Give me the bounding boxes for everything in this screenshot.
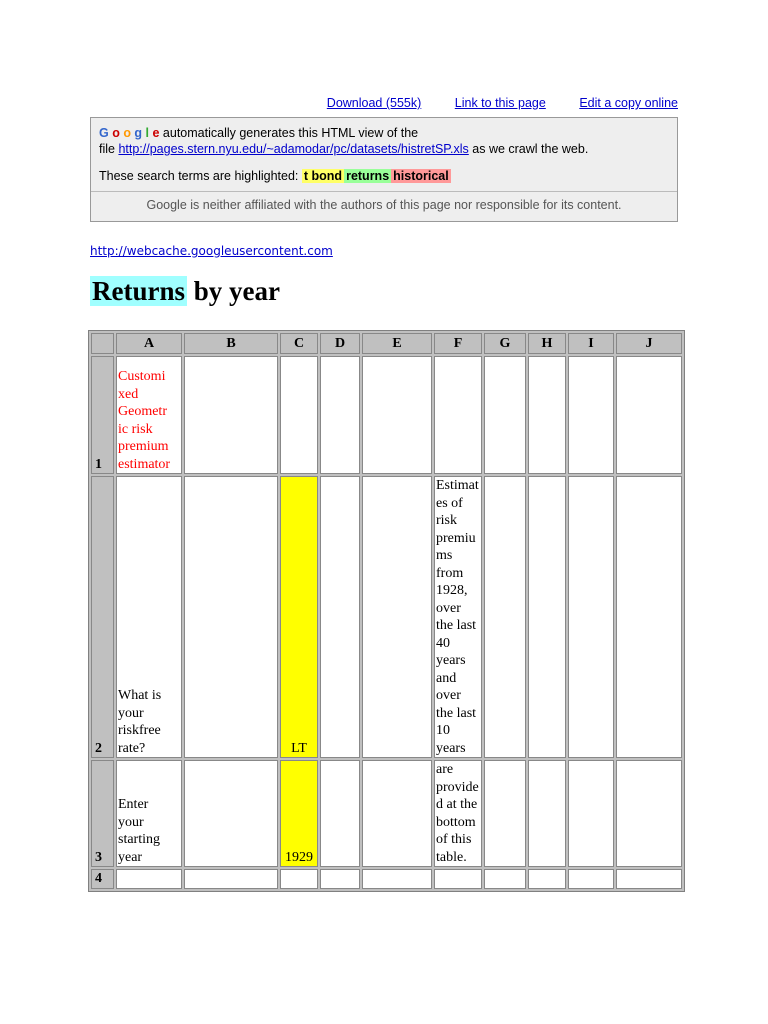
cell-d4	[320, 869, 360, 889]
column-header: I	[568, 333, 614, 354]
row-header: 4	[91, 869, 114, 889]
cell-e3	[362, 760, 432, 867]
cell-d2	[320, 476, 360, 758]
google-logo-letter: o	[123, 126, 135, 140]
column-header: C	[280, 333, 318, 354]
disclaimer-text: Google is neither affiliated with the authors of this page nor responsible for its content.	[146, 198, 622, 212]
notice-text-1: automatically generates this HTML view of the	[162, 126, 419, 140]
notice-divider	[91, 191, 677, 192]
link-to-page-link[interactable]: Link to this page	[454, 96, 546, 110]
corner-cell	[91, 333, 114, 354]
cell-h3	[528, 760, 566, 867]
column-header: A	[116, 333, 182, 354]
google-logo-letter: g	[134, 126, 146, 140]
term-highlight: historical	[393, 169, 449, 183]
cell-i1	[568, 356, 614, 474]
cell-f4	[434, 869, 482, 889]
cell-j1	[616, 356, 682, 474]
notice-text-3: as we crawl the web.	[468, 142, 589, 156]
cell-d3	[320, 760, 360, 867]
cell-g2	[484, 476, 526, 758]
notice-text-2: file	[99, 142, 119, 156]
cell-a3: Enter your starting year	[116, 760, 182, 867]
column-header: E	[362, 333, 432, 354]
page-title	[90, 276, 280, 307]
cell-h2	[528, 476, 566, 758]
title-rest: by year	[187, 276, 280, 306]
cell-f1	[434, 356, 482, 474]
google-cache-notice	[90, 117, 678, 222]
cell-j2	[616, 476, 682, 758]
cell-g3	[484, 760, 526, 867]
column-header: B	[184, 333, 278, 354]
cell-b1	[184, 356, 278, 474]
cell-h1	[528, 356, 566, 474]
table-row	[91, 356, 682, 474]
cell-c3: 1929	[280, 760, 318, 867]
download-link[interactable]: Download (555k)	[326, 96, 422, 110]
cell-a2: What is your riskfree rate?	[116, 476, 182, 758]
title-highlight: Returns	[92, 276, 185, 306]
table-row	[91, 869, 682, 889]
row-header: 1	[91, 356, 114, 474]
table-row	[91, 476, 682, 758]
top-links	[0, 96, 678, 110]
cell-i4	[568, 869, 614, 889]
cell-g4	[484, 869, 526, 889]
google-logo-letter: l	[145, 126, 153, 140]
term-highlight: returns	[346, 169, 390, 183]
cell-c1	[280, 356, 318, 474]
column-header-row	[91, 333, 682, 354]
google-logo-letter: o	[112, 126, 124, 140]
notice-text	[99, 125, 669, 157]
edit-copy-link[interactable]: Edit a copy online	[579, 96, 678, 110]
cell-j4	[616, 869, 682, 889]
google-logo-letter: G	[99, 126, 113, 140]
cell-i3	[568, 760, 614, 867]
column-header: F	[434, 333, 482, 354]
cell-f3: are provide d at the bottom of this table.	[434, 760, 482, 867]
cell-b3	[184, 760, 278, 867]
cell-b2	[184, 476, 278, 758]
cell-f2: Estimat es of risk premiu ms from 1928, over the last 40 years and over the last 10 years	[434, 476, 482, 758]
cell-i2	[568, 476, 614, 758]
column-header: J	[616, 333, 682, 354]
cell-e2	[362, 476, 432, 758]
cell-g1	[484, 356, 526, 474]
cell-j3	[616, 760, 682, 867]
google-logo	[99, 126, 163, 140]
cell-h4	[528, 869, 566, 889]
cell-c4	[280, 869, 318, 889]
term-highlight: t bond	[303, 169, 343, 183]
table-row	[91, 760, 682, 867]
column-header: H	[528, 333, 566, 354]
row-header: 3	[91, 760, 114, 867]
cell-d1	[320, 356, 360, 474]
cell-c2: LT	[280, 476, 318, 758]
cell-e4	[362, 869, 432, 889]
cell-a4	[116, 869, 182, 889]
search-terms-label: These search terms are highlighted:	[99, 169, 302, 183]
column-header: D	[320, 333, 360, 354]
source-file-link[interactable]: http://pages.stern.nyu.edu/~adamodar/pc/datasets/histretSP.xls	[118, 142, 469, 156]
column-header: G	[484, 333, 526, 354]
spreadsheet-table	[88, 330, 685, 892]
search-terms-line	[99, 169, 451, 183]
cache-link[interactable]: http://webcache.googleusercontent.com	[90, 244, 333, 258]
cell-a1: Customi xed Geometr ic risk premium estimator	[116, 356, 182, 474]
row-header: 2	[91, 476, 114, 758]
cell-b4	[184, 869, 278, 889]
google-logo-letter: e	[152, 126, 163, 140]
cell-e1	[362, 356, 432, 474]
